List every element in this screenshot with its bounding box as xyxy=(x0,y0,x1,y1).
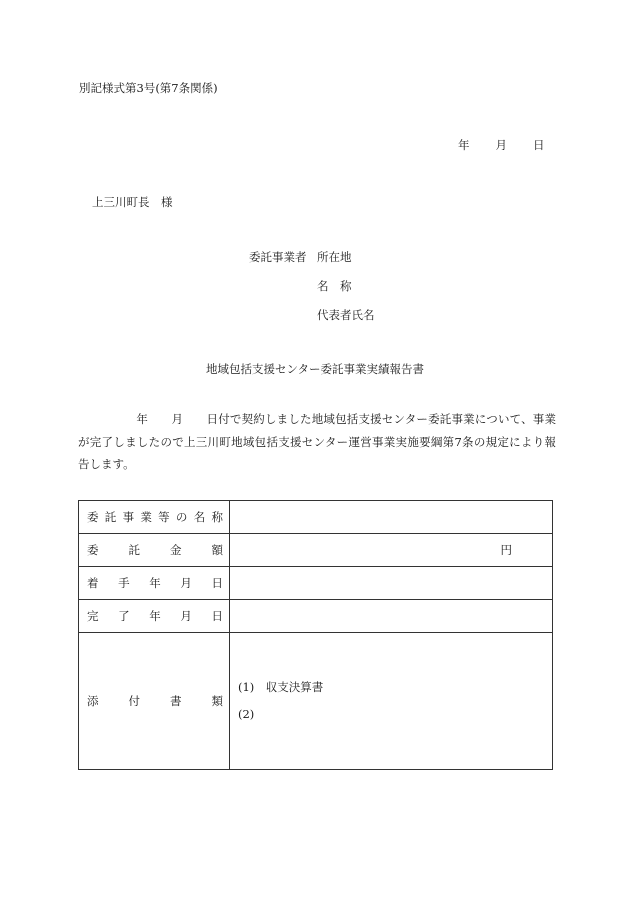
date-day: 日 xyxy=(533,138,545,152)
label-char: 付 xyxy=(128,694,140,708)
label-char: 事 xyxy=(122,510,135,524)
table-row-attachments xyxy=(79,633,553,770)
form-number: 別記様式第3号(第7条関係) xyxy=(79,81,218,95)
row-label xyxy=(79,633,230,770)
addressee: 上三川町長 様 xyxy=(92,195,173,209)
label-char: 託 xyxy=(104,510,117,524)
contractor-label: 委託事業者 xyxy=(249,250,307,264)
label-char: 月 xyxy=(180,576,192,590)
address-label: 所在地 xyxy=(317,250,352,264)
row-value[interactable] xyxy=(230,567,553,600)
document-title: 地域包括支援センター委託事業実績報告書 xyxy=(205,362,425,376)
body-paragraph: 年 月 日付で契約しました地域包括支援センター委託事業について、事業が完了しましたので上三川町地域包括支援センター運営事業実施要綱第7条の規定により報告します。 xyxy=(78,412,556,471)
label-char: 等 xyxy=(158,510,170,524)
attachment-item: (1) 収支決算書 xyxy=(238,680,324,694)
row-label xyxy=(79,534,230,567)
date-line xyxy=(458,137,545,153)
label-char: 金 xyxy=(170,543,182,557)
table-row xyxy=(79,534,553,567)
label-char: 額 xyxy=(211,543,223,557)
label-char: 業 xyxy=(140,510,152,524)
attachments-list xyxy=(230,633,553,770)
label-char: 月 xyxy=(180,609,192,623)
report-table xyxy=(78,500,553,770)
row-label xyxy=(79,501,230,534)
label-char: 日 xyxy=(211,609,223,623)
label-char: 名 xyxy=(193,510,206,524)
date-month: 月 xyxy=(495,138,507,152)
label-char: 称 xyxy=(211,510,223,524)
label-char: 添 xyxy=(87,694,99,708)
label-char: 着 xyxy=(87,576,99,590)
label-char: 類 xyxy=(211,694,223,708)
table-row xyxy=(79,501,553,534)
label-char: 書 xyxy=(170,694,182,708)
label-char: 了 xyxy=(118,609,130,623)
yen-unit: 円 xyxy=(500,543,512,557)
label-char: 年 xyxy=(149,609,161,623)
table-row xyxy=(79,600,553,633)
date-year: 年 xyxy=(458,138,470,152)
row-value[interactable] xyxy=(230,501,553,534)
label-char: 手 xyxy=(118,576,130,590)
row-value[interactable] xyxy=(230,534,553,567)
row-label xyxy=(79,567,230,600)
name-label: 名 称 xyxy=(317,279,352,293)
attachment-item: (2) xyxy=(238,707,255,721)
label-char: 委 xyxy=(87,510,99,524)
label-char: 年 xyxy=(149,576,161,590)
label-char: 委 xyxy=(87,543,99,557)
representative-label: 代表者氏名 xyxy=(317,308,375,322)
label-char: 日 xyxy=(211,576,223,590)
row-value[interactable] xyxy=(230,600,553,633)
label-char: 託 xyxy=(128,543,140,557)
label-char: 完 xyxy=(87,609,99,623)
table-row xyxy=(79,567,553,600)
row-label xyxy=(79,600,230,633)
label-char: の xyxy=(175,510,188,524)
